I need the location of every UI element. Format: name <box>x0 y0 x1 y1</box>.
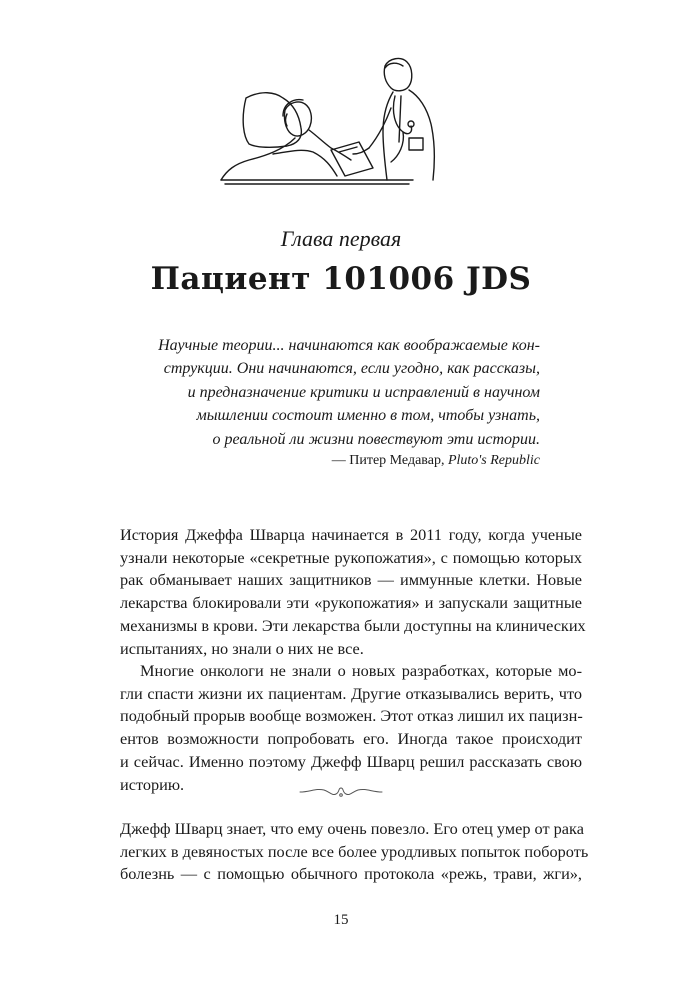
paragraph-line: легких в девяностых после все более уродливых попыток побороть <box>120 841 589 861</box>
attribution-author: — Питер Медавар, <box>331 453 448 468</box>
paragraph-line: История Джеффа Шварца начинается в 2011 году, когда ученые <box>120 525 582 544</box>
paragraph-line: Многие онкологи не знали о новых разработках, которые мо- <box>140 661 582 680</box>
paragraph-line: узнали некоторые «секретные рукопожатия», с помощью которых <box>120 547 582 567</box>
paragraph-line: подобный прорыв вообще возможен. Этот отказ лишил их пацизн- <box>120 706 583 726</box>
section-divider-ornament <box>296 784 386 800</box>
epigraph-line: струкции. Они начинаются, если угодно, как рассказы, <box>163 360 540 378</box>
paragraph-line: механизмы в крови. Эти лекарства были доступны на клинических <box>120 615 586 635</box>
epigraph-attribution <box>120 453 540 469</box>
paragraph-line: лекарства блокировали эти «рукопожатия» и запускали защитные <box>120 593 582 613</box>
paragraph-line: рак обманывает наших защитников — иммунные клетки. Новые <box>120 570 582 590</box>
chapter-title: Пациент 101006 JDS <box>150 261 532 297</box>
paragraph <box>120 660 582 796</box>
paragraph-line: ентов возможности попробовать его. Иногда такое происходит <box>120 729 582 749</box>
epigraph-line: о реальной ли жизни повествуют эти истории. <box>212 430 540 448</box>
paragraph-line: историю. <box>120 774 185 794</box>
page-number: 15 <box>333 912 349 928</box>
doctor-patient-illustration <box>213 52 463 192</box>
paragraph-line: испытаниях, но знали о них не все. <box>120 638 364 658</box>
epigraph <box>120 334 540 451</box>
attribution-source: Pluto's Republic <box>447 453 540 468</box>
paragraph-line: Джефф Шварц знает, что ему очень повезло. Его отец умер от рака <box>120 819 584 838</box>
paragraph-line: гли спасти жизни их пациентам. Другие отказывались верить, что <box>120 683 582 703</box>
epigraph-line: и предназначение критики и исправлений в научном <box>187 383 540 401</box>
chapter-label: Глава первая <box>280 226 402 251</box>
epigraph-line: мышлении состоит именно в том, чтобы узнать, <box>196 407 540 425</box>
epigraph-line: Научные теории... начинаются как воображаемые кон- <box>158 337 540 354</box>
paragraph-line: и сейчас. Именно поэтому Джефф Шварц решил рассказать свою <box>120 751 582 771</box>
paragraph-line: болезнь — с помощью обычного протокола «режь, трави, жги», <box>120 864 582 884</box>
paragraph <box>120 818 589 886</box>
paragraph <box>120 524 586 660</box>
